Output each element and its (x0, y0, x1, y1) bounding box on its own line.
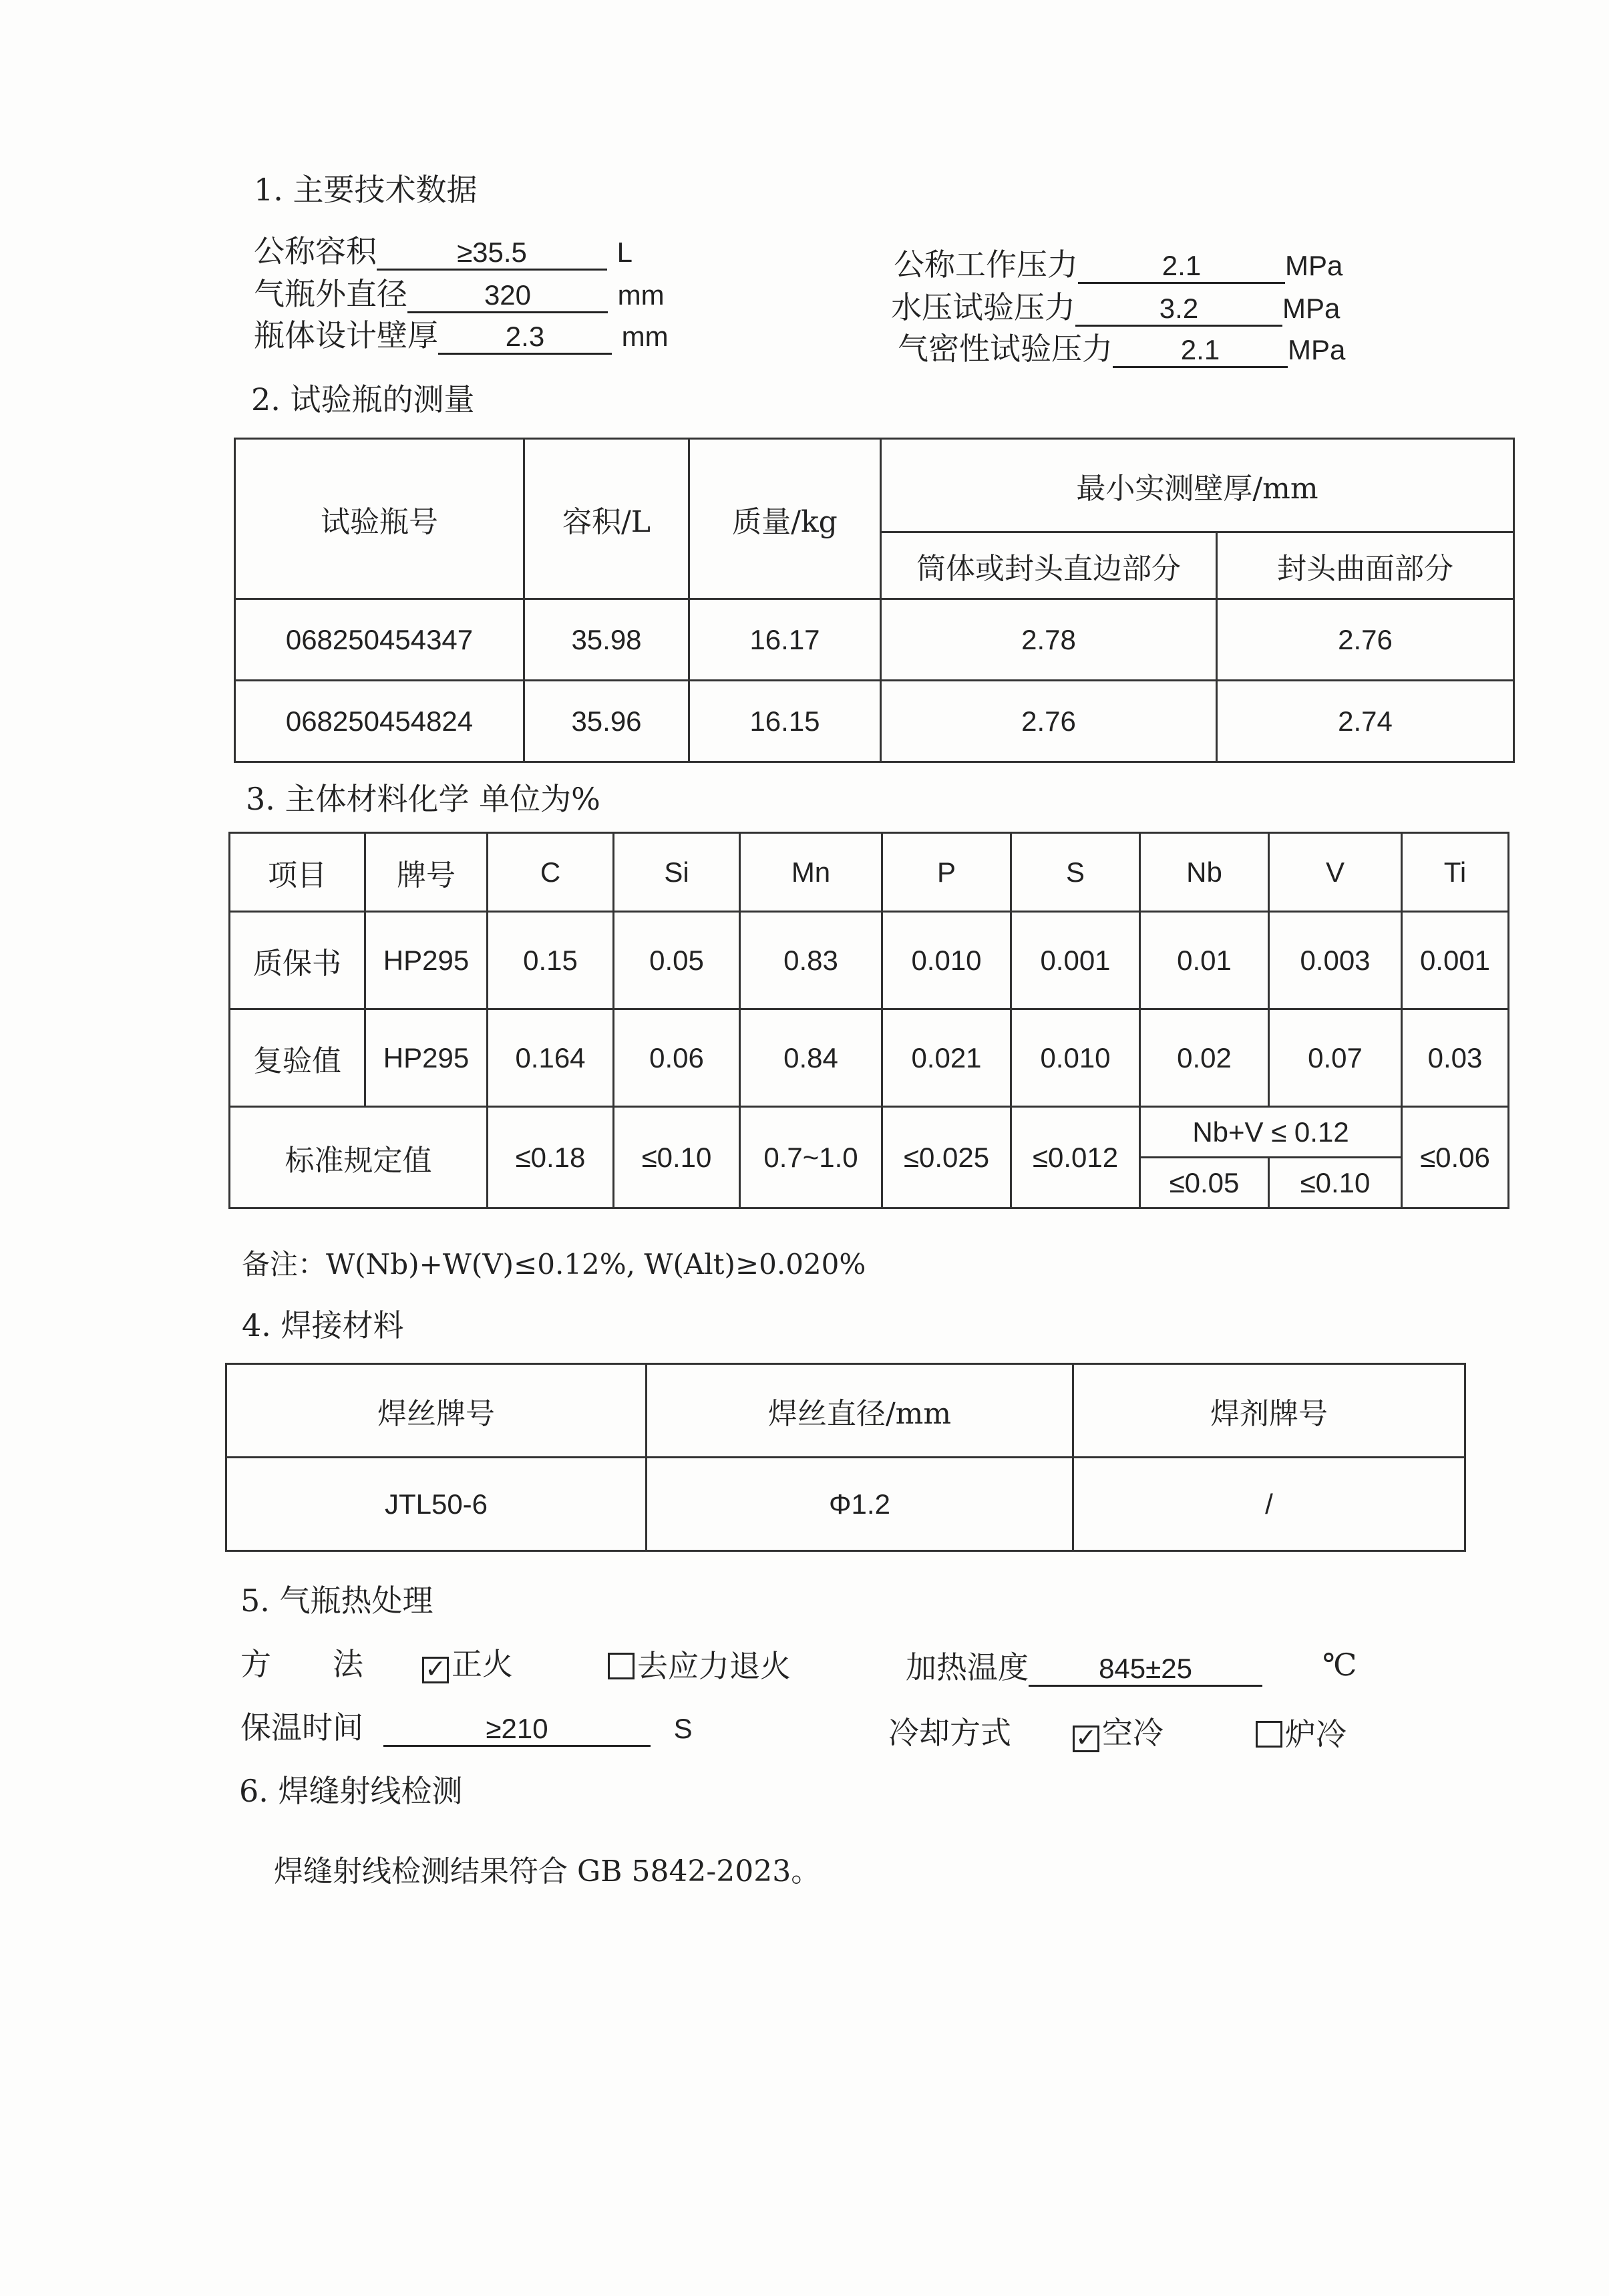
chem-header-mn: Mn (740, 833, 882, 912)
working-pressure-label: 公称工作压力 (894, 247, 1078, 283)
checkbox-stress-relief (608, 1653, 635, 1679)
check-icon: ✓ (1075, 1723, 1097, 1752)
check-icon: ✓ (425, 1654, 446, 1683)
table-row (235, 599, 1514, 681)
chem-header-si: Si (614, 833, 740, 912)
hold-time-label: 保温时间 (240, 1709, 363, 1746)
radiography-result: 焊缝射线检测结果符合 GB 5842-2023。 (274, 1854, 821, 1889)
leak-pressure-unit: MPa (1288, 334, 1346, 365)
chem-cell: 0.02 (1140, 1009, 1269, 1107)
std-nbv: Nb+V ≤ 0.12 (1140, 1107, 1402, 1158)
outer-diameter-unit: mm (617, 279, 665, 311)
chem-cell: 0.07 (1269, 1009, 1402, 1107)
section-6-title: 6. 焊缝射线检测 (239, 1773, 463, 1809)
chemistry-header-row (230, 833, 1509, 912)
weld-cell-flux: / (1073, 1458, 1465, 1551)
chem-cell: 0.01 (1140, 912, 1269, 1009)
chem-cell: 质保书 (230, 912, 365, 1009)
chem-cell: 0.003 (1269, 912, 1402, 1009)
header-min-wall: 最小实测壁厚/mm (881, 439, 1514, 532)
chem-header-item: 项目 (230, 833, 365, 912)
chem-header-ti: Ti (1402, 833, 1509, 912)
table-row (226, 1458, 1465, 1551)
outer-diameter-row (254, 270, 665, 314)
table-row (235, 681, 1514, 762)
chem-header-c: C (488, 833, 614, 912)
nominal-volume-unit: L (616, 236, 633, 268)
std-label: 标准规定值 (230, 1107, 488, 1208)
section-1-title: 1. 主要技术数据 (254, 172, 478, 208)
cell-mass: 16.15 (689, 681, 881, 762)
leak-pressure-value: 2.1 (1113, 334, 1288, 368)
cell-head: 2.74 (1217, 681, 1514, 762)
standard-row (230, 1107, 1509, 1158)
cell-no: 068250454824 (235, 681, 524, 762)
chemistry-table (228, 832, 1509, 1209)
chem-cell: 0.010 (882, 912, 1011, 1009)
cell-no: 068250454347 (235, 599, 524, 681)
working-pressure-value: 2.1 (1078, 250, 1285, 284)
cell-body: 2.78 (881, 599, 1217, 681)
furnace-cool-label: 炉冷 (1285, 1716, 1347, 1752)
nominal-volume-label: 公称容积 (254, 233, 377, 269)
std-s: ≤0.012 (1011, 1107, 1140, 1208)
std-si: ≤0.10 (614, 1107, 740, 1208)
cell-body: 2.76 (881, 681, 1217, 762)
chem-header-grade: 牌号 (365, 833, 488, 912)
chem-cell: 0.001 (1402, 912, 1509, 1009)
std-mn: 0.7~1.0 (740, 1107, 882, 1208)
air-cool-label: 空冷 (1102, 1715, 1164, 1751)
chem-cell: 0.15 (488, 912, 614, 1009)
chem-cell: 0.83 (740, 912, 882, 1009)
cell-mass: 16.17 (689, 599, 881, 681)
weld-header-wire: 焊丝牌号 (226, 1364, 647, 1458)
working-pressure-row (894, 240, 1343, 285)
weld-cell-diameter: Φ1.2 (647, 1458, 1073, 1551)
checkbox-furnace-cool (1256, 1721, 1282, 1748)
leak-pressure-row (898, 325, 1345, 369)
nominal-volume-row (254, 227, 633, 271)
outer-diameter-label: 气瓶外直径 (254, 276, 407, 312)
measurement-table (234, 438, 1515, 763)
chem-header-s: S (1011, 833, 1140, 912)
header-vol: 容积/L (524, 439, 689, 599)
stress-relief-label: 去应力退火 (637, 1648, 791, 1684)
chem-cell: 0.021 (882, 1009, 1011, 1107)
hydro-pressure-row (891, 283, 1340, 327)
header-no: 试验瓶号 (235, 439, 524, 599)
welding-header-row (226, 1364, 1465, 1458)
heating-temp-value: 845±25 (1029, 1653, 1262, 1687)
wall-thickness-row (254, 311, 669, 355)
weld-header-flux: 焊剂牌号 (1073, 1364, 1465, 1458)
option-normalize (422, 1640, 513, 1684)
std-c: ≤0.18 (488, 1107, 614, 1208)
chem-cell: 复验值 (230, 1009, 365, 1107)
table-row (230, 912, 1509, 1009)
hold-time-row (240, 1703, 693, 1748)
section-5-title: 5. 气瓶热处理 (240, 1583, 433, 1619)
section-4-title: 4. 焊接材料 (242, 1307, 404, 1343)
chem-cell: HP295 (365, 912, 488, 1009)
std-p: ≤0.025 (882, 1107, 1011, 1208)
table-row (230, 1009, 1509, 1107)
chem-cell: 0.05 (614, 912, 740, 1009)
checkbox-normalize (422, 1654, 449, 1683)
chem-cell: HP295 (365, 1009, 488, 1107)
chem-cell: 0.84 (740, 1009, 882, 1107)
cell-vol: 35.98 (524, 599, 689, 681)
wall-thickness-unit: mm (621, 321, 669, 352)
hydro-pressure-value: 3.2 (1075, 293, 1282, 327)
leak-pressure-label: 气密性试验压力 (898, 331, 1113, 367)
heating-temp-row (906, 1643, 1262, 1687)
hold-time-unit: S (673, 1713, 693, 1744)
option-furnace-cool (1256, 1710, 1347, 1754)
wall-thickness-value: 2.3 (438, 321, 612, 355)
std-nb: ≤0.05 (1140, 1158, 1269, 1208)
header-body: 筒体或封头直边部分 (881, 532, 1217, 599)
chem-header-nb: Nb (1140, 833, 1269, 912)
std-v: ≤0.10 (1269, 1158, 1402, 1208)
chem-header-v: V (1269, 833, 1402, 912)
weld-cell-wire: JTL50-6 (226, 1458, 647, 1551)
cell-vol: 35.96 (524, 681, 689, 762)
option-stress-relief (608, 1642, 791, 1686)
chemistry-note: 备注：W(Nb)+W(V)≤0.12%, W(Alt)≥0.020% (242, 1248, 866, 1281)
weld-header-diameter: 焊丝直径/mm (647, 1364, 1073, 1458)
working-pressure-unit: MPa (1285, 250, 1343, 281)
heating-temp-label: 加热温度 (906, 1649, 1029, 1685)
std-ti: ≤0.06 (1402, 1107, 1509, 1208)
header-head: 封头曲面部分 (1217, 532, 1514, 599)
outer-diameter-value: 320 (407, 279, 608, 313)
checkbox-air-cool (1073, 1723, 1099, 1752)
wall-thickness-label: 瓶体设计壁厚 (254, 317, 438, 353)
section-2-title: 2. 试验瓶的测量 (251, 381, 475, 418)
hold-time-value: ≥210 (383, 1713, 651, 1747)
welding-table (225, 1363, 1466, 1552)
nominal-volume-value: ≥35.5 (377, 236, 607, 271)
chem-cell: 0.001 (1011, 912, 1140, 1009)
chem-cell: 0.010 (1011, 1009, 1140, 1107)
chem-cell: 0.03 (1402, 1009, 1509, 1107)
option-air-cool (1073, 1709, 1164, 1753)
hydro-pressure-unit: MPa (1282, 293, 1340, 324)
chem-header-p: P (882, 833, 1011, 912)
method-label: 方 法 (240, 1646, 363, 1682)
header-mass: 质量/kg (689, 439, 881, 599)
section-3-title: 3. 主体材料化学 单位为% (246, 781, 600, 817)
heating-temp-unit: ℃ (1322, 1647, 1357, 1683)
normalize-label: 正火 (452, 1646, 513, 1682)
chem-cell: 0.164 (488, 1009, 614, 1107)
cell-head: 2.76 (1217, 599, 1514, 681)
chem-cell: 0.06 (614, 1009, 740, 1107)
cooling-label: 冷却方式 (888, 1715, 1011, 1751)
hydro-pressure-label: 水压试验压力 (891, 289, 1075, 325)
